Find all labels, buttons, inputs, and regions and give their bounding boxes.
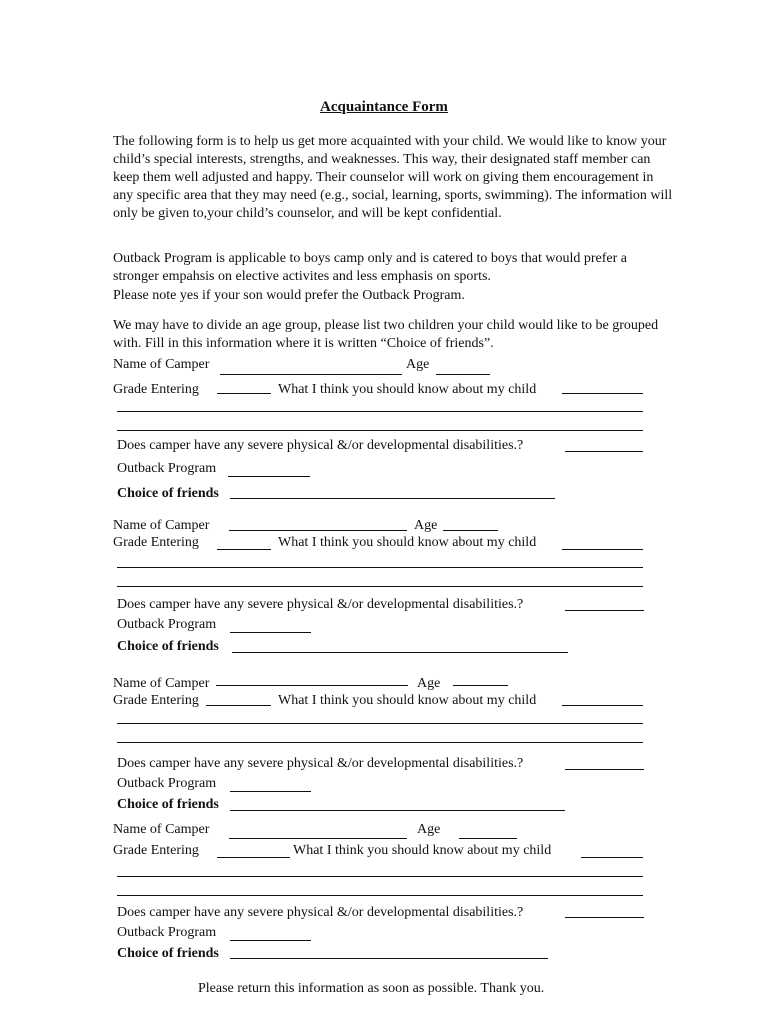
age-label: Age [417,822,441,837]
know-field-line[interactable] [117,411,643,412]
disability-field[interactable] [565,917,644,918]
outback-field[interactable] [230,940,311,941]
age-field[interactable] [459,838,517,839]
know-label: What I think you should know about my child [278,382,537,397]
disability-label: Does camper have any severe physical &/or developmental disabilities.? [117,756,524,771]
know-field[interactable] [581,857,643,858]
grade-field[interactable] [217,857,290,858]
name-label: Name of Camper [113,822,210,837]
know-field[interactable] [562,705,643,706]
disability-label: Does camper have any severe physical &/or developmental disabilities.? [117,438,524,453]
outback-label: Outback Program [117,925,217,940]
outback-note: Outback Program is applicable to boys camp only and is catered to boys that would prefer a stronger empahsis on elective activites and less emphasis on sports. [113,251,627,284]
name-field[interactable] [220,374,402,375]
age-label: Age [406,357,430,372]
friends-field[interactable] [232,652,568,653]
age-field[interactable] [453,685,508,686]
friends-field[interactable] [230,958,548,959]
friends-label: Choice of friends [117,639,219,654]
divide-group-note: We may have to divide an age group, please list two children your child would like to be grouped with. Fill in this information where it is written “Choice of friends”. [113,318,659,351]
intro-paragraph: The following form is to help us get more acquainted with your child. We would like to know your child’s special interests, strengths, and weaknesses. This way, their designated staff member can keep them well adjusted and happy. Their counselor will work on giving them encouragement in any specific area that they may need (e.g., social, learning, sports, swimming). The information will only be given to,your child’s counselor, and will be kept confidential. [113,134,673,221]
know-label: What I think you should know about my child [278,535,537,550]
friends-field[interactable] [230,810,565,811]
outback-field[interactable] [230,791,311,792]
outback-label: Outback Program [117,776,217,791]
know-field-line[interactable] [117,742,643,743]
name-field[interactable] [216,685,408,686]
friends-field[interactable] [230,498,555,499]
disability-label: Does camper have any severe physical &/or developmental disabilities.? [117,597,524,612]
disability-field[interactable] [565,610,644,611]
age-field[interactable] [443,530,498,531]
friends-label: Choice of friends [117,946,219,961]
name-label: Name of Camper [113,676,210,691]
grade-label: Grade Entering [113,382,199,397]
know-field[interactable] [562,393,643,394]
disability-field[interactable] [565,451,643,452]
name-field[interactable] [229,530,407,531]
friends-label: Choice of friends [117,797,219,812]
footer-note: Please return this information as soon as possible. Thank you. [198,981,545,996]
outback-field[interactable] [228,476,310,477]
grade-field[interactable] [217,393,271,394]
age-field[interactable] [436,374,490,375]
know-field-line[interactable] [117,567,643,568]
outback-label: Outback Program [117,617,217,632]
name-label: Name of Camper [113,518,210,533]
friends-label: Choice of friends [117,486,219,501]
age-label: Age [417,676,441,691]
disability-field[interactable] [565,769,644,770]
know-label: What I think you should know about my child [278,693,537,708]
name-label: Name of Camper [113,357,210,372]
grade-field[interactable] [206,705,271,706]
disability-label: Does camper have any severe physical &/or developmental disabilities.? [117,905,524,920]
know-field-line[interactable] [117,723,643,724]
know-field-line[interactable] [117,430,643,431]
know-field-line[interactable] [117,876,643,877]
outback-label: Outback Program [117,461,217,476]
name-field[interactable] [229,838,407,839]
grade-field[interactable] [217,549,271,550]
know-field-line[interactable] [117,586,643,587]
grade-label: Grade Entering [113,535,199,550]
know-field[interactable] [562,549,643,550]
grade-label: Grade Entering [113,843,199,858]
know-field-line[interactable] [117,895,643,896]
age-label: Age [414,518,438,533]
know-label: What I think you should know about my child [293,843,552,858]
outback-field[interactable] [230,632,311,633]
grade-label: Grade Entering [113,693,199,708]
outback-yes-note: Please note yes if your son would prefer the Outback Program. [113,288,465,303]
page-title: Acquaintance Form [320,99,448,115]
